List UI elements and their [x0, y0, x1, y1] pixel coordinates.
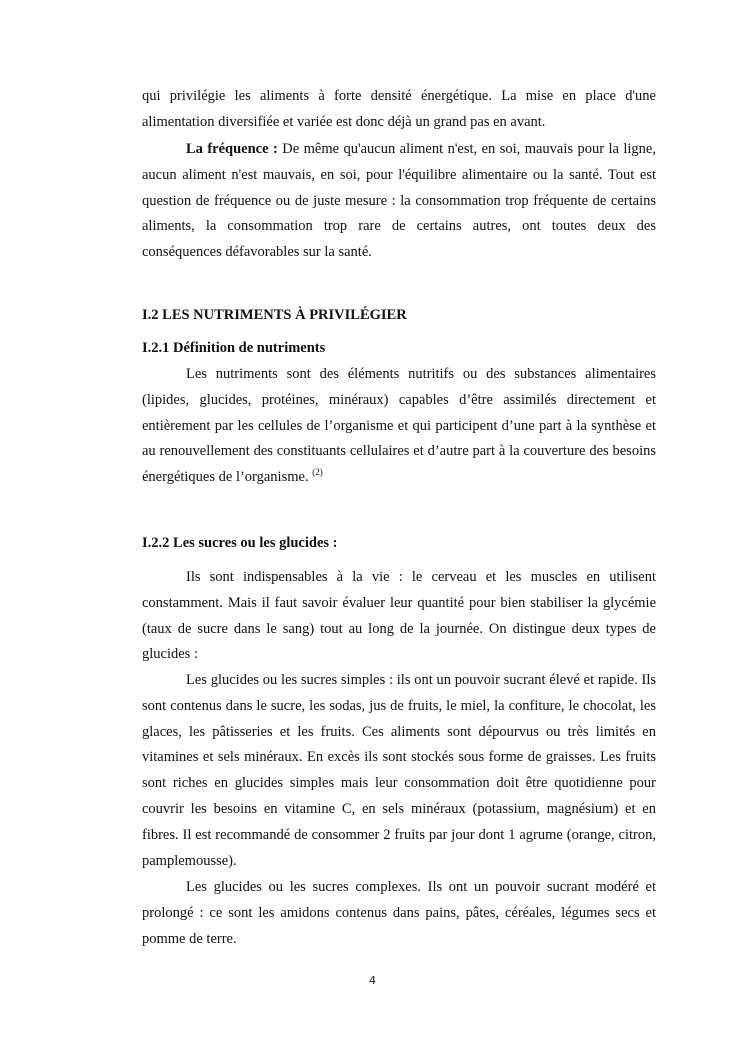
- paragraph-definition: [142, 362, 656, 491]
- frequence-label: La fréquence :: [186, 141, 278, 157]
- paragraph-continuation: qui privilégie les aliments à forte densité énergétique. La mise en place d'une alimentation diversifiée et variée est donc déjà un grand pas en avant.: [142, 88, 656, 130]
- paragraph-frequence: [142, 137, 656, 266]
- page-number: 4: [369, 974, 376, 987]
- subsection-heading-definition: I.2.1 Définition de nutriments: [142, 340, 326, 356]
- paragraph-sucres-complexes: Les glucides ou les sucres complexes. Ils ont un pouvoir sucrant modéré et prolongé : ce sont les amidons contenus dans pains, pâtes, céréales, légumes secs et pomme de terre.: [142, 879, 656, 947]
- section-heading: I.2 LES NUTRIMENTS À PRIVILÉGIER: [142, 307, 407, 323]
- paragraph-glucides-intro: Ils sont indispensables à la vie : le cerveau et les muscles en utilisent constamment. Mais il faut savoir évaluer leur quantité pour bien stabiliser la glycémie (taux de sucre dans le sang) tout au long de la journée. On distingue deux types de glucides :: [142, 569, 656, 663]
- paragraph-sucres-simples: Les glucides ou les sucres simples : ils ont un pouvoir sucrant élevé et rapide. Ils sont contenus dans le sucre, les sodas, jus de fruits, le miel, la confiture, le chocolat, les glaces, les pâtisseries et les fruits. Ces aliments sont dépourvus ou très limités en vitamines et sels minéraux. En excès ils sont stockés sous forme de graisses. Les fruits sont riches en glucides simples mais leur consommation doit être quotidienne pour couvrir les besoins en vitamine C, en sels minéraux (potassium, magnésium) et en fibres. Il est recommandé de consommer 2 fruits par jour dont 1 agrume (orange, citron, pamplemousse).: [142, 672, 656, 869]
- definition-text: Les nutriments sont des éléments nutritifs ou des substances alimentaires (lipides, glucides, protéines, minéraux) capables d’être assimilés directement et entièrement par les cellules de l’organisme et qui participent d’une part à la synthèse et au renouvellement des constituants cellulaires et d’autre part à la couverture des besoins énergétiques de l’organisme.: [142, 366, 656, 486]
- reference-marker: (2): [312, 467, 323, 478]
- subsection-heading-glucides: I.2.2 Les sucres ou les glucides :: [142, 535, 338, 551]
- frequence-text: De même qu'aucun aliment n'est, en soi, mauvais pour la ligne, aucun aliment n'est mauvais, en soi, pour l'équilibre alimentaire ou la santé. Tout est question de fréquence ou de juste mesure : la consommation trop fréquente de certains aliments, la consommation trop rare de certains autres, ont toutes deux des conséquences défavorables sur la santé.: [142, 141, 656, 261]
